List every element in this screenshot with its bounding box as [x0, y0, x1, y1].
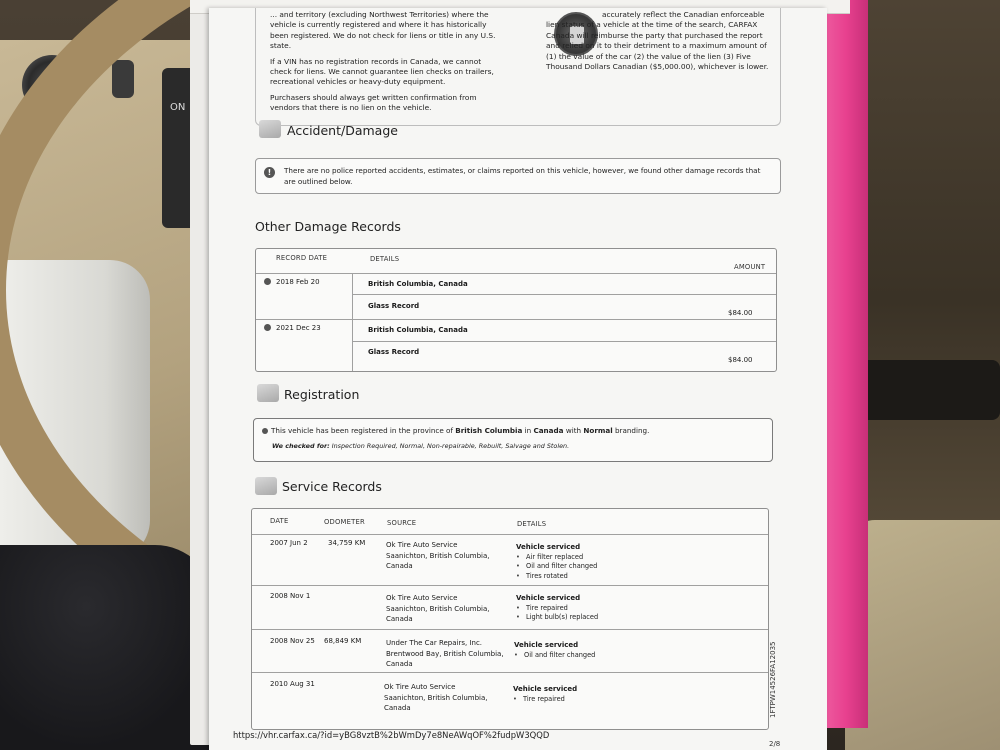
vin-number: 1FTPW14526FA12035	[769, 641, 777, 718]
registration-line: This vehicle has been registered in the province of British Columbia in Canada with Normal branding.	[262, 425, 762, 436]
service-records-title: Service Records	[282, 479, 382, 494]
service-source: Ok Tire Auto Service Saanichton, British Columbia, Canada	[386, 541, 490, 570]
info-icon	[264, 278, 271, 285]
col-header-amount: AMOUNT	[734, 263, 766, 271]
guarantee-paragraph: accurately reflect the Canadian enforceable lien status of a vehicle at the time of the search, CARFAX Canada will reimburse the party that purchased the report and relied on it to their detriment to a maximum amount of (1) the value of the car (2) the value of the lien (3) Five Thousand Dollars Canadian ($5,000.00), whichever is lower.	[546, 10, 769, 72]
center-console	[845, 520, 1000, 750]
record-date: 2021 Dec 23	[264, 323, 321, 334]
page-number: 2/8	[769, 740, 781, 748]
col-header-odometer: ODOMETER	[324, 518, 365, 526]
col-header-record-date: RECORD DATE	[276, 254, 328, 262]
accident-section-title: Accident/Damage	[287, 123, 398, 138]
report-url[interactable]: https://vhr.carfax.ca/?id=yBG8vztB%2bWmDy7e8NeAWqOF%2fudpW3QQD	[233, 730, 550, 740]
service-odometer: 68,849 KM	[324, 637, 362, 645]
service-table	[251, 508, 769, 730]
registration-box	[253, 418, 773, 462]
vent	[860, 360, 1000, 420]
switch-label: ON	[170, 102, 186, 113]
accident-note-box	[255, 158, 781, 194]
service-details: Vehicle serviced • Tire repaired • Light bulb(s) replaced	[516, 593, 706, 623]
service-source: Under The Car Repairs, Inc. Brentwood Bay, British Columbia, Canada	[386, 639, 504, 668]
registration-title: Registration	[284, 387, 360, 402]
service-details: Vehicle serviced • Tire repaired	[513, 684, 703, 704]
lien-info-box	[255, 8, 781, 126]
wrench-icon	[255, 477, 277, 495]
service-details: Vehicle serviced • Air filter replaced • Oil and filter changed • Tires rotated	[516, 542, 706, 581]
info-icon	[264, 324, 271, 331]
record-amount: $84.00	[728, 356, 753, 364]
service-date: 2007 Jun 2	[270, 539, 308, 547]
record-type: Glass Record	[368, 348, 420, 356]
service-details: Vehicle serviced • Oil and filter changed	[514, 640, 704, 660]
record-location: British Columbia, Canada	[368, 326, 468, 334]
seat	[0, 545, 215, 750]
accident-note: There are no police reported accidents, estimates, or claims reported on this vehicle, however, we found other damage records that are outlined below.	[284, 166, 761, 186]
service-odometer: 34,759 KM	[328, 539, 366, 547]
service-source: Ok Tire Auto Service Saanichton, British Columbia, Canada	[386, 594, 490, 623]
col-header-date: DATE	[270, 517, 289, 525]
col-header-details: DETAILS	[370, 255, 400, 263]
service-date: 2008 Nov 1	[270, 592, 311, 600]
lien-paragraph: If a VIN has no registration records in Canada, we cannot check for liens. We cannot guarantee lien checks on trailers, recreational vehicles or heavy-duty equipment.	[270, 56, 494, 87]
service-date: 2008 Nov 25	[270, 637, 315, 645]
lien-right-column	[546, 10, 771, 77]
col-header-source: SOURCE	[387, 519, 417, 527]
registration-checked: We checked for: Inspection Required, Normal, Non-repairable, Rebuilt, Salvage and Stolen.	[272, 442, 570, 450]
record-location: British Columbia, Canada	[368, 280, 468, 288]
record-date: 2018 Feb 20	[264, 277, 320, 288]
lien-paragraph: Purchasers should always get written confirmation from vendors that there is no lien on the vehicle.	[270, 92, 477, 113]
report-page	[209, 8, 827, 750]
damage-table	[255, 248, 777, 372]
document-icon	[257, 384, 279, 402]
lien-left-column	[270, 10, 500, 119]
car-crash-icon	[259, 120, 281, 138]
service-source: Ok Tire Auto Service Saanichton, British Columbia, Canada	[384, 683, 488, 712]
record-type: Glass Record	[368, 302, 420, 310]
lien-paragraph: ... and territory (excluding Northwest Territories) where the vehicle is currently registered and where it has historically been registered. We do not check for liens or title in any U.S. state.	[270, 10, 496, 51]
info-icon: !	[264, 167, 275, 178]
other-damage-title: Other Damage Records	[255, 219, 401, 234]
service-date: 2010 Aug 31	[270, 680, 315, 688]
check-icon	[262, 428, 268, 434]
record-amount: $84.00	[728, 309, 753, 317]
col-header-details: DETAILS	[517, 520, 547, 528]
